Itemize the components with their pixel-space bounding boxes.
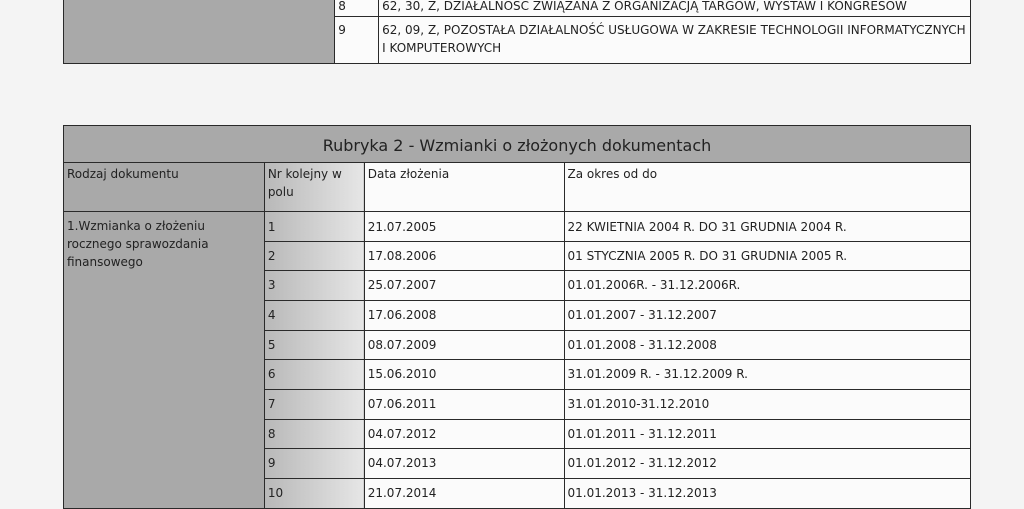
- period-cell: [564, 301, 971, 331]
- row-period: 31.01.2010-31.12.2010: [567, 397, 710, 411]
- date-cell: [364, 212, 564, 242]
- row-nr: 2: [267, 249, 276, 263]
- date-cell: [364, 271, 564, 301]
- nr-cell: [264, 212, 364, 242]
- pkd-shaded-cell: [64, 0, 335, 64]
- row-nr: 1: [267, 220, 276, 234]
- row-period: 01.01.2013 - 31.12.2013: [567, 486, 717, 500]
- period-cell: [564, 479, 971, 509]
- header-cell: [364, 163, 564, 212]
- pkd-nr-cell: [335, 0, 379, 17]
- section-title: Rubryka 2 - Wzmianki o złożonych dokumentach: [322, 136, 712, 155]
- nr-cell: [264, 331, 364, 360]
- date-cell: [364, 390, 564, 420]
- header-nr: Nr kolejny w polu: [267, 167, 342, 199]
- pkd-text: 62, 09, Z, POZOSTAŁA DZIAŁALNOŚĆ USŁUGOWA W ZAKRESIE TECHNOLOGII INFORMATYCZNYCH I KOMPUTEROWYCH: [382, 23, 966, 55]
- pkd-text-cell: [379, 0, 971, 17]
- period-cell: [564, 331, 971, 360]
- nr-cell: [264, 390, 364, 420]
- row-nr: 9: [267, 456, 276, 470]
- row-period: 01.01.2008 - 31.12.2008: [567, 338, 717, 352]
- date-cell: [364, 242, 564, 271]
- period-cell: [564, 449, 971, 479]
- period-cell: [564, 390, 971, 420]
- row-date: 07.06.2011: [367, 397, 437, 411]
- section-title-cell: [64, 126, 971, 163]
- row-nr: 6: [267, 367, 276, 381]
- nr-cell: [264, 449, 364, 479]
- period-cell: [564, 242, 971, 271]
- row-period: 31.01.2009 R. - 31.12.2009 R.: [567, 367, 748, 381]
- nr-cell: [264, 242, 364, 271]
- document-type-cell: [64, 212, 265, 509]
- row-nr: 5: [267, 338, 276, 352]
- pkd-nr-cell: [335, 17, 379, 64]
- date-cell: [364, 331, 564, 360]
- row-date: 21.07.2014: [367, 486, 437, 500]
- pkd-text-cell: [379, 17, 971, 64]
- row-date: 04.07.2013: [367, 456, 437, 470]
- date-cell: [364, 479, 564, 509]
- date-cell: [364, 420, 564, 449]
- row-nr: 4: [267, 308, 276, 322]
- row-date: 17.08.2006: [367, 249, 437, 263]
- row-period: 22 KWIETNIA 2004 R. DO 31 GRUDNIA 2004 R.: [567, 220, 847, 234]
- row-date: 15.06.2010: [367, 367, 437, 381]
- period-cell: [564, 360, 971, 390]
- row-period: 01.01.2012 - 31.12.2012: [567, 456, 717, 470]
- row-date: 04.07.2012: [367, 427, 437, 441]
- pkd-table: [63, 0, 971, 64]
- period-cell: [564, 212, 971, 242]
- period-cell: [564, 271, 971, 301]
- date-cell: [364, 301, 564, 331]
- nr-cell: [264, 479, 364, 509]
- nr-cell: [264, 301, 364, 331]
- section-title-row: [64, 126, 971, 163]
- nr-cell: [264, 271, 364, 301]
- table-row: [64, 212, 971, 242]
- nr-cell: [264, 360, 364, 390]
- row-nr: 10: [267, 486, 284, 500]
- pkd-nr: 8: [338, 0, 346, 13]
- row-period: 01.01.2006R. - 31.12.2006R.: [567, 278, 741, 292]
- document-type: 1.Wzmianka o złożeniu rocznego sprawozdania finansowego: [67, 219, 209, 269]
- row-period: 01 STYCZNIA 2005 R. DO 31 GRUDNIA 2005 R.: [567, 249, 848, 263]
- date-cell: [364, 360, 564, 390]
- period-cell: [564, 420, 971, 449]
- table-row: [64, 0, 971, 17]
- row-date: 21.07.2005: [367, 220, 437, 234]
- row-date: 17.06.2008: [367, 308, 437, 322]
- pkd-text: 62, 30, Z, DZIAŁALNOŚĆ ZWIĄZANA Z ORGANIZACJĄ TARGÓW, WYSTAW I KONGRESÓW: [382, 0, 907, 13]
- date-cell: [364, 449, 564, 479]
- pkd-nr: 9: [338, 23, 346, 37]
- header-okres: Za okres od do: [567, 167, 658, 181]
- header-row: [64, 163, 971, 212]
- header-cell: [264, 163, 364, 212]
- row-date: 08.07.2009: [367, 338, 437, 352]
- documents-table: [63, 125, 971, 509]
- header-cell: [564, 163, 971, 212]
- row-period: 01.01.2011 - 31.12.2011: [567, 427, 717, 441]
- row-period: 01.01.2007 - 31.12.2007: [567, 308, 717, 322]
- row-nr: 3: [267, 278, 276, 292]
- row-date: 25.07.2007: [367, 278, 437, 292]
- header-cell: [64, 163, 265, 212]
- header-rodzaj: Rodzaj dokumentu: [67, 167, 179, 181]
- row-nr: 7: [267, 397, 276, 411]
- row-nr: 8: [267, 427, 276, 441]
- header-data: Data złożenia: [367, 167, 450, 181]
- nr-cell: [264, 420, 364, 449]
